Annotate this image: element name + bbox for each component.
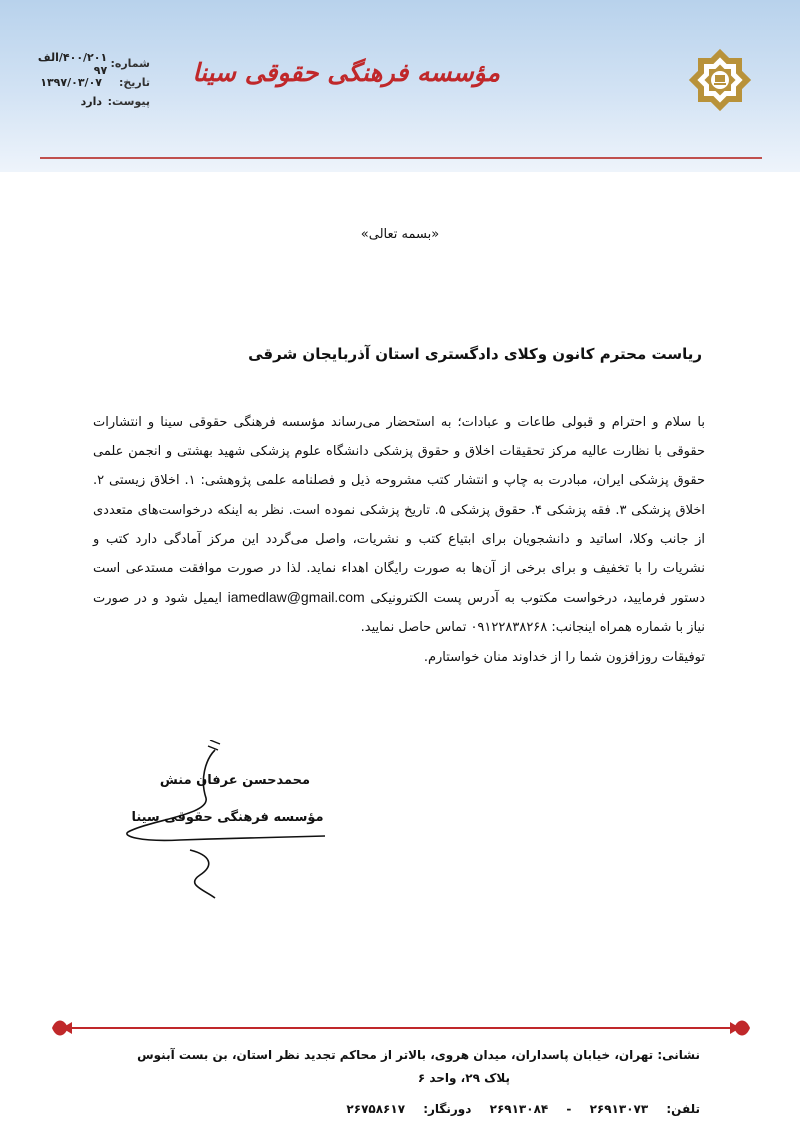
phone-number: ۲۶۹۱۳۰۷۳ [589, 1102, 649, 1116]
footer-contact [100, 1044, 700, 1121]
meta-label: تاریخ: [118, 76, 150, 89]
phone-separator: - [566, 1102, 572, 1116]
institute-logo-icon [680, 40, 760, 120]
footer-phones [100, 1098, 700, 1121]
body-paragraph [93, 408, 705, 643]
invocation: «بسمه تعالی» [360, 227, 440, 242]
fax-number: ۲۶۷۵۸۶۱۷ [346, 1102, 406, 1116]
meta-row-number [30, 50, 150, 77]
header-divider [40, 157, 762, 159]
addressee: ریاست محترم کانون وکلای دادگستری استان آذربایجان شرقی [248, 345, 702, 363]
phone-number: ۲۶۹۱۳۰۸۴ [489, 1102, 549, 1116]
body-text-part3: تماس حاصل نمایید. [360, 620, 467, 636]
body-text-part2: ایمیل شود و در صورت نیاز با شماره همراه اینجانب: [93, 591, 705, 636]
fax-label: دورنگار: [423, 1102, 472, 1116]
mobile-number: ۰۹۱۲۲۸۳۸۲۶۸ [470, 620, 548, 636]
meta-value: دارد [80, 95, 102, 108]
body-text-part1: با سلام و احترام و قبولی طاعات و عبادات؛ به استحضار می‌رساند مؤسسه فرهنگی حقوقی سینا و انتشارات حقوقی با نظارت عالیه مرکز تحقیقات اخلاق و حقوق پزشکی دانشگاه علوم پزشکی شهید بهشتی و انجمن علمی حقوق پزشکی ایران، مبادرت به چاپ و انتشار کتب مشروحه ذیل و فصلنامه علمی پژوهشی: ۱. اخلاق زیستی ۲. اخلاق پزشکی ۳. فقه پزشکی ۴. حقوق پزشکی ۵. تاریخ پزشکی نموده است. نظر به اینکه درخواست‌های متعددی از جانب وکلا، اساتید و دانشجویان برای ابتیاع کتب و نشریات، واصل می‌گردد این مرکز آمادگی دارد کتب و نشریات را با تخفیف و برای برخی از آن‌ها به صورت رایگان اهداء نماید. لذا در صورت موافقت مستدعی است دستور فرمایید، درخواست مکتوب به آدرس پست الکترونیکی [93, 415, 705, 607]
meta-value: ۱۳۹۷/۰۳/۰۷ [40, 76, 102, 89]
footer-address-line2: پلاک ۲۹، واحد ۶ [417, 1071, 510, 1085]
meta-label: پیوست: [107, 95, 150, 108]
brand-name: مؤسسه فرهنگی حقوقی سینا [192, 58, 500, 87]
meta-value: ۴۰۰/۲۰۱/الف ۹۷ [37, 50, 108, 77]
footer-address-line1: نشانی: تهران، خیابان پاسداران، میدان هروی، بالاتر از محاکم تجدید نظر استان، بن بست آبنوس [137, 1048, 700, 1062]
closing-line: توفیقات روزافزون شما را از خداوند منان خواستارم. [423, 649, 705, 665]
phone-label: تلفن: [666, 1102, 700, 1116]
letter-body [93, 408, 705, 672]
meta-label: شماره: [110, 57, 150, 70]
letter-meta [30, 50, 150, 111]
signer-organization: مؤسسه فرهنگی حقوقی سینا [131, 810, 324, 825]
ornament-divider-icon [50, 1016, 752, 1040]
email-address: iamedlaw@gmail.com [227, 589, 365, 606]
meta-row-date [30, 73, 150, 92]
meta-row-attachment [30, 92, 150, 111]
signature-drawing [120, 740, 350, 910]
signer-name: محمدحسن عرفان منش [159, 773, 311, 788]
